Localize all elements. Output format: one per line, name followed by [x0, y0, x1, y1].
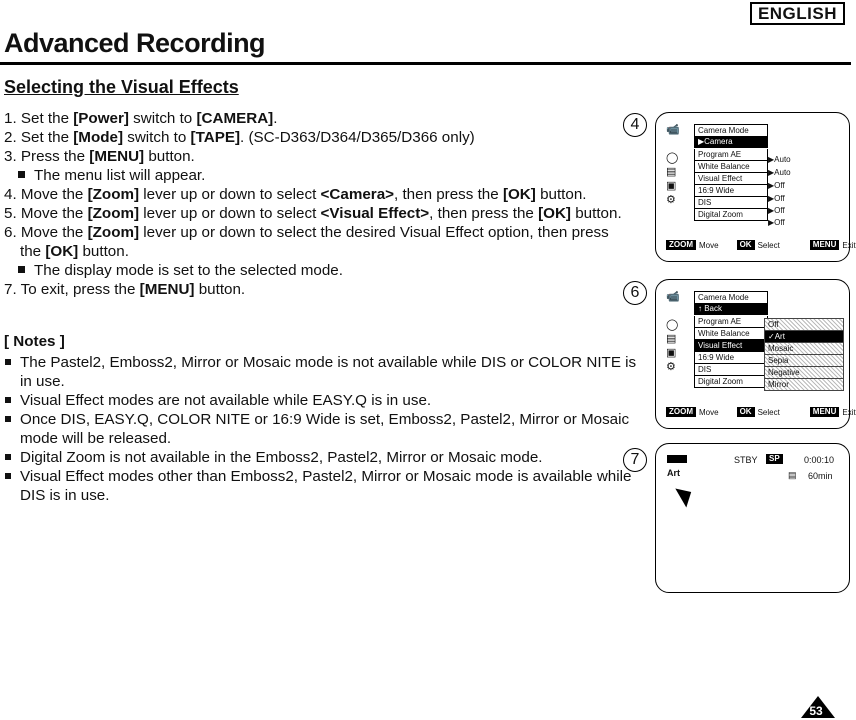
step-3: 3. Press the [MENU] button.: [4, 148, 195, 165]
menu-item: Digital Zoom: [694, 376, 768, 388]
exit-label: Exit: [842, 240, 856, 250]
note-item: Digital Zoom is not available in the Emboss2, Pastel2, Mirror or Mosaic mode.: [4, 448, 649, 467]
pointer-arrow-icon: [675, 482, 696, 507]
program-icon: ◯: [666, 152, 679, 164]
note-item: Once DIS, EASY.Q, COLOR NITE or 16:9 Wide is set, Emboss2, Pastel2, Mirror or Mosaic mode will be released.: [4, 410, 649, 448]
effect-option: Sepia: [764, 354, 844, 367]
step-3-note: The menu list will appear.: [4, 166, 649, 185]
tape-icon: ▤: [666, 166, 677, 178]
exit-label: Exit: [842, 407, 856, 417]
menu-item: Visual Effect: [694, 173, 768, 185]
menu-item: Program AE: [694, 316, 768, 328]
camera-icon: 📹: [666, 124, 680, 136]
menu-value: ▶Off: [768, 194, 785, 203]
camera-icon: 📹: [666, 291, 680, 303]
step-5: 5. Move the [Zoom] lever up or down to select <Visual Effect>, then press the [OK] button.: [4, 205, 622, 222]
note-item: Visual Effect modes are not available while EASY.Q is in use.: [4, 391, 649, 410]
notes-header: [ Notes ]: [4, 333, 65, 350]
note-item: The Pastel2, Emboss2, Mirror or Mosaic mode is not available while DIS or COLOR NITE is in use.: [4, 353, 649, 391]
menu-item-back: ↑ Back: [694, 303, 768, 315]
section-title: Selecting the Visual Effects: [4, 77, 239, 97]
effect-indicator: Art: [667, 468, 680, 478]
effect-option: Off: [764, 318, 844, 331]
effect-option: Negative: [764, 366, 844, 379]
step-6-marker: 6: [623, 281, 647, 305]
step-2: 2. Set the [Mode] switch to [TAPE]. (SC-D363/D364/D365/D366 only): [4, 129, 475, 146]
menu-value: ▶Auto: [768, 155, 791, 164]
ok-tag: OK: [737, 407, 755, 417]
zoom-tag: ZOOM: [666, 407, 696, 417]
sp-badge: SP: [766, 454, 783, 464]
step-7: 7. To exit, press the [MENU] button.: [4, 281, 246, 298]
menu-value: ▶Off: [768, 218, 785, 227]
title-rule: [0, 62, 851, 65]
select-label: Select: [757, 407, 780, 417]
ok-tag: OK: [737, 240, 755, 250]
effect-option: Mosaic: [764, 342, 844, 355]
effect-option: Mirror: [764, 378, 844, 391]
note-item: Visual Effect modes other than Emboss2, Pastel2, Mirror or Mosaic mode is available while DIS is in use.: [4, 467, 649, 505]
menu-value: ▶Off: [768, 181, 785, 190]
menu-item: DIS: [694, 364, 768, 376]
menu-item: Program AE: [694, 149, 768, 161]
display-icon: ▣: [666, 347, 677, 359]
menu-value: ▶Off: [768, 206, 785, 215]
menu-item: White Balance: [694, 328, 768, 340]
battery-icon: [667, 455, 687, 463]
step-1: 1. Set the [Power] switch to [CAMERA].: [4, 110, 278, 127]
step-4-marker: 4: [623, 113, 647, 137]
menu-item: DIS: [694, 197, 768, 209]
menu-tag: MENU: [810, 407, 840, 417]
step-7-marker: 7: [623, 448, 647, 472]
move-label: Move: [699, 407, 719, 417]
screen-step-4: [655, 112, 856, 262]
step-6: 6. Move the [Zoom] lever up or down to select the desired Visual Effect option, then press: [4, 224, 609, 241]
menu-title: Camera Mode: [694, 291, 768, 304]
effect-option-selected: ✓Art: [764, 330, 844, 343]
program-icon: ◯: [666, 319, 679, 331]
page-title: Advanced Recording: [4, 28, 266, 58]
menu-tag: MENU: [810, 240, 840, 250]
setup-icon: ⚙: [666, 194, 676, 206]
screen-step-6: [655, 279, 856, 429]
stby-label: STBY: [734, 455, 758, 465]
remaining-time: 60min: [808, 471, 833, 481]
notes-section: [4, 332, 649, 505]
menu-value: ▶Auto: [768, 168, 791, 177]
time-counter: 0:00:10: [804, 455, 835, 465]
menu-item: Digital Zoom: [694, 209, 768, 221]
select-label: Select: [757, 240, 780, 250]
step-4: 4. Move the [Zoom] lever up or down to select <Camera>, then press the [OK] button.: [4, 186, 587, 203]
menu-title: Camera Mode: [694, 124, 768, 137]
menu-item: 16:9 Wide: [694, 185, 768, 197]
menu-item: 16:9 Wide: [694, 352, 768, 364]
display-icon: ▣: [666, 180, 677, 192]
zoom-tag: ZOOM: [666, 240, 696, 250]
language-label: ENGLISH: [750, 2, 845, 25]
tape-icon: ▤: [666, 333, 677, 345]
screen-step-7: [655, 443, 850, 593]
menu-item-camera: ▶Camera: [694, 136, 768, 148]
menu-item-selected: Visual Effect: [694, 340, 768, 352]
move-label: Move: [699, 240, 719, 250]
menu-item: White Balance: [694, 161, 768, 173]
setup-icon: ⚙: [666, 361, 676, 373]
screen-footer: [666, 240, 856, 250]
page-number: 53: [809, 704, 823, 718]
step-6-cont: the [OK] button.: [20, 243, 129, 260]
step-6-note: The display mode is set to the selected mode.: [4, 261, 649, 280]
screen-footer: [666, 407, 856, 417]
tape-remaining-icon: ▤: [788, 470, 797, 480]
steps-list: [4, 109, 649, 299]
